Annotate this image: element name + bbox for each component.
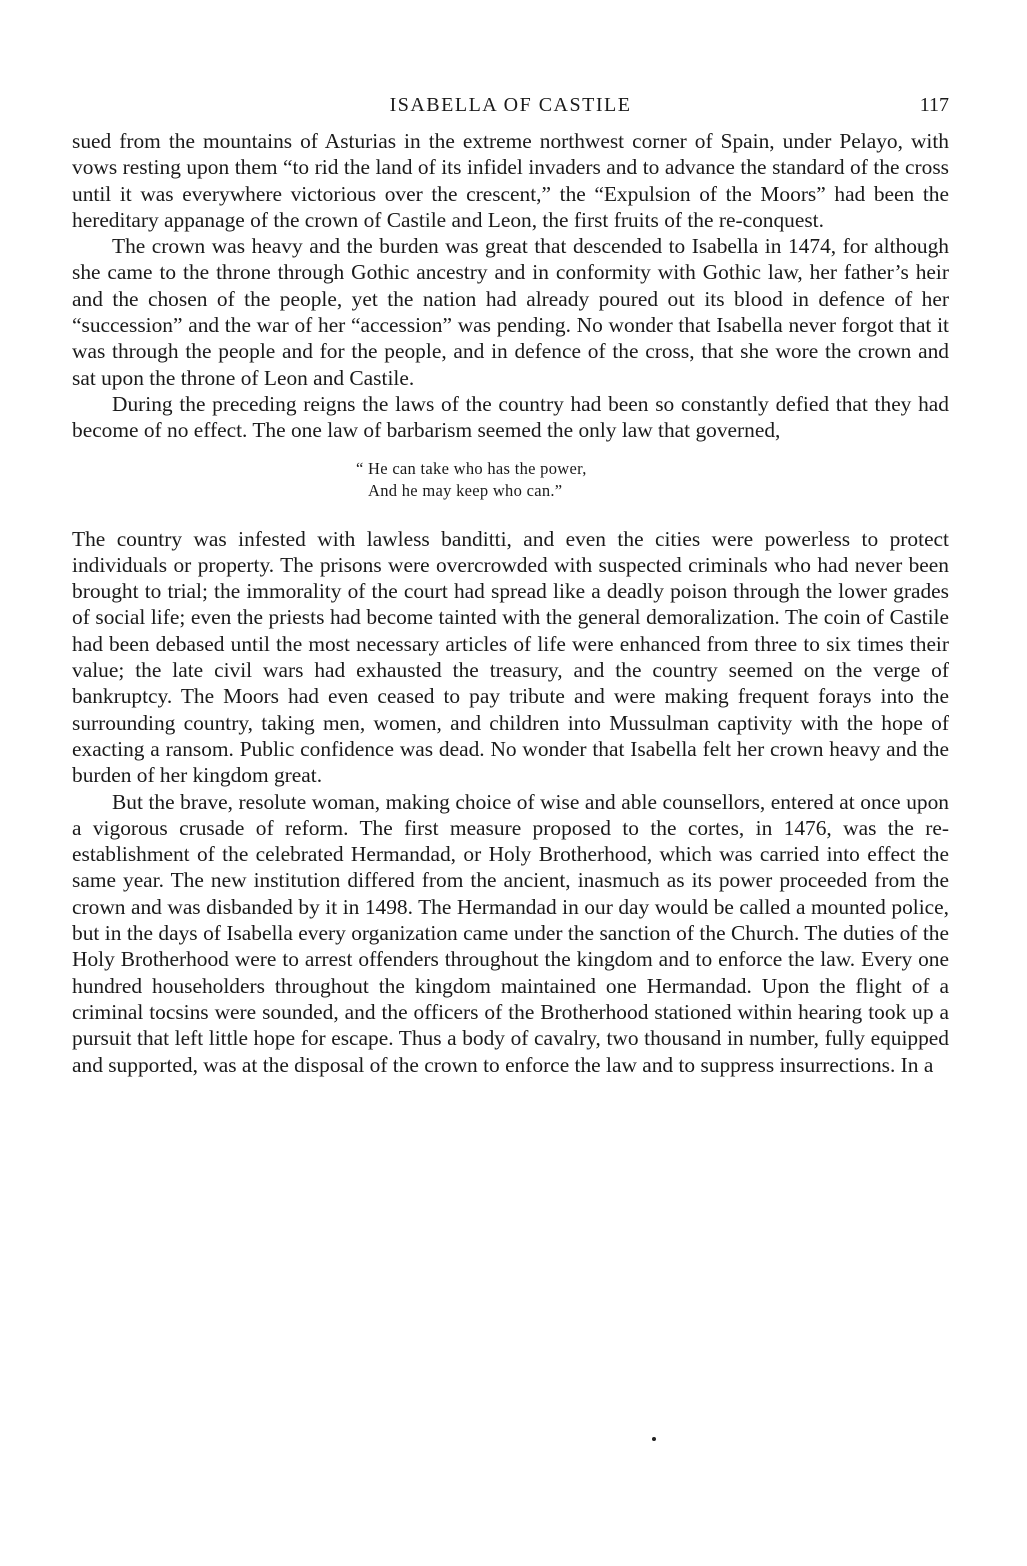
ink-speck bbox=[652, 1437, 656, 1441]
running-title: ISABELLA OF CASTILE bbox=[389, 94, 632, 116]
page-number: 117 bbox=[919, 94, 949, 116]
paragraph-country: The country was infested with lawless banditti, and even the cities were powerless to protect individuals or property. The prisons were overcrowded with suspected criminals who had never been brought to trial; the immorality of the court had spread like a deadly poison through the lower grades of social life; even the priests had become tainted with the general demoralization. The coin of Castile had been debased until the most necessary articles of life were enhanced from three to six times their value; the late civil wars had exhausted the treasury, and the country seemed on the verge of bankruptcy. The Moors had even ceased to pay tribute and were making frequent forays into the surrounding country, taking men, women, and children into Mussulman captivity with the hope of exacting a ransom. Public confidence was dead. No wonder that Isabella felt her crown heavy and the burden of her kingdom great. bbox=[72, 526, 949, 788]
paragraph-reform: But the brave, resolute woman, making choice of wise and able counsellors, entered at once upon a vigorous crusade of reform. The first measure proposed to the cortes, in 1476, was the re-establishment of the celebrated Hermandad, or Holy Brotherhood, which was carried into effect the same year. The new institution differed from the ancient, inasmuch as its power proceeded from the crown and was disbanded by it in 1498. The Hermandad in our day would be called a mounted police, but in the days of Isabella every organization came under the sanction of the Church. The duties of the Holy Brotherhood were to arrest offenders throughout the kingdom and to enforce the law. Every one hundred householders throughout the kingdom maintained one Hermandad. Upon the flight of a criminal tocsins were sounded, and the officers of the Brotherhood stationed within hearing took up a pursuit that left little hope for escape. Thus a body of cavalry, two thousand in number, fully equipped and supported, was at the disposal of the crown to enforce the law and to suppress insurrections. In a bbox=[72, 789, 949, 1077]
paragraph-continuation: sued from the mountains of Asturias in the extreme northwest corner of Spain, under Pelayo, with vows resting upon them “to rid the land of its infidel invaders and to advance the standard of the cross until it was everywhere victorious over the crescent,” the “Expulsion of the Moors” had been the hereditary appanage of the crown of Castile and Leon, the first fruits of the re-conquest. bbox=[72, 129, 949, 232]
verse-quote bbox=[356, 458, 949, 502]
paragraph-crown: The crown was heavy and the burden was great that descended to Isabella in 1474, for although she came to the throne through Gothic ancestry and in conformity with Gothic law, her father’s heir and the chosen of the people, yet the nation had already poured out its blood in defence of her “succession” and the war of her “accession” was pending. No wonder that Isabella never forgot that it was through the people and for the people, and in defence of the cross, that she wore the crown and sat upon the throne of Leon and Castile. bbox=[72, 234, 949, 390]
verse-line-2: And he may keep who can.” bbox=[368, 480, 563, 500]
running-head bbox=[72, 88, 949, 128]
verse-line-1: “ He can take who has the power, bbox=[356, 458, 587, 478]
paragraph-laws: During the preceding reigns the laws of the country had been so constantly defied that they had become of no effect. The one law of barbarism seemed the only law that governed, bbox=[72, 391, 949, 443]
page bbox=[72, 88, 949, 1078]
